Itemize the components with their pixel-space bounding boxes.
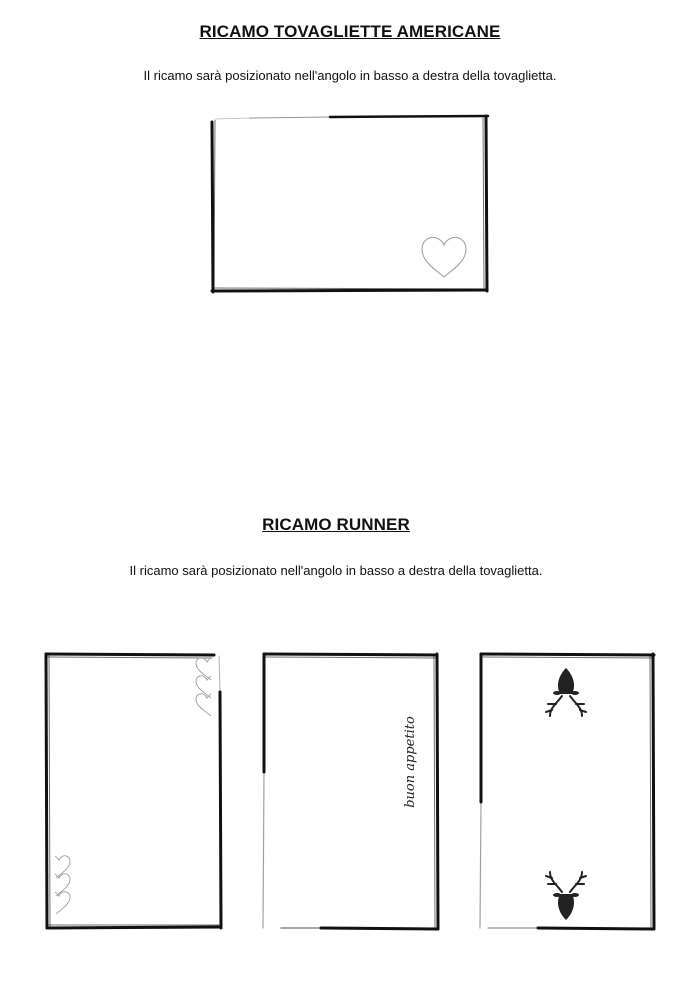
hearts-column-icon xyxy=(196,658,211,716)
runner-frame-text xyxy=(261,652,441,932)
deer-head-icon-bottom xyxy=(546,872,586,920)
section-description-runner: Il ricamo sarà posizionato nell'angolo in basso a destra della tovaglietta. xyxy=(129,563,543,578)
placemat-frame xyxy=(210,114,490,294)
deer-head-icon xyxy=(546,668,586,716)
runner-frame-hearts xyxy=(44,652,224,932)
section-title-placemats: RICAMO TOVAGLIETTE AMERICANE xyxy=(199,22,501,41)
section-title-runner: RICAMO RUNNER xyxy=(262,515,410,534)
hearts-column-icon-bottom xyxy=(55,856,70,914)
heart-outline-icon xyxy=(422,237,466,277)
runner-frame-deer xyxy=(478,652,658,932)
section-description-placemats: Il ricamo sarà posizionato nell'angolo in basso a destra della tovaglietta. xyxy=(143,68,557,83)
runner-script-text: buon appetito xyxy=(403,716,418,808)
